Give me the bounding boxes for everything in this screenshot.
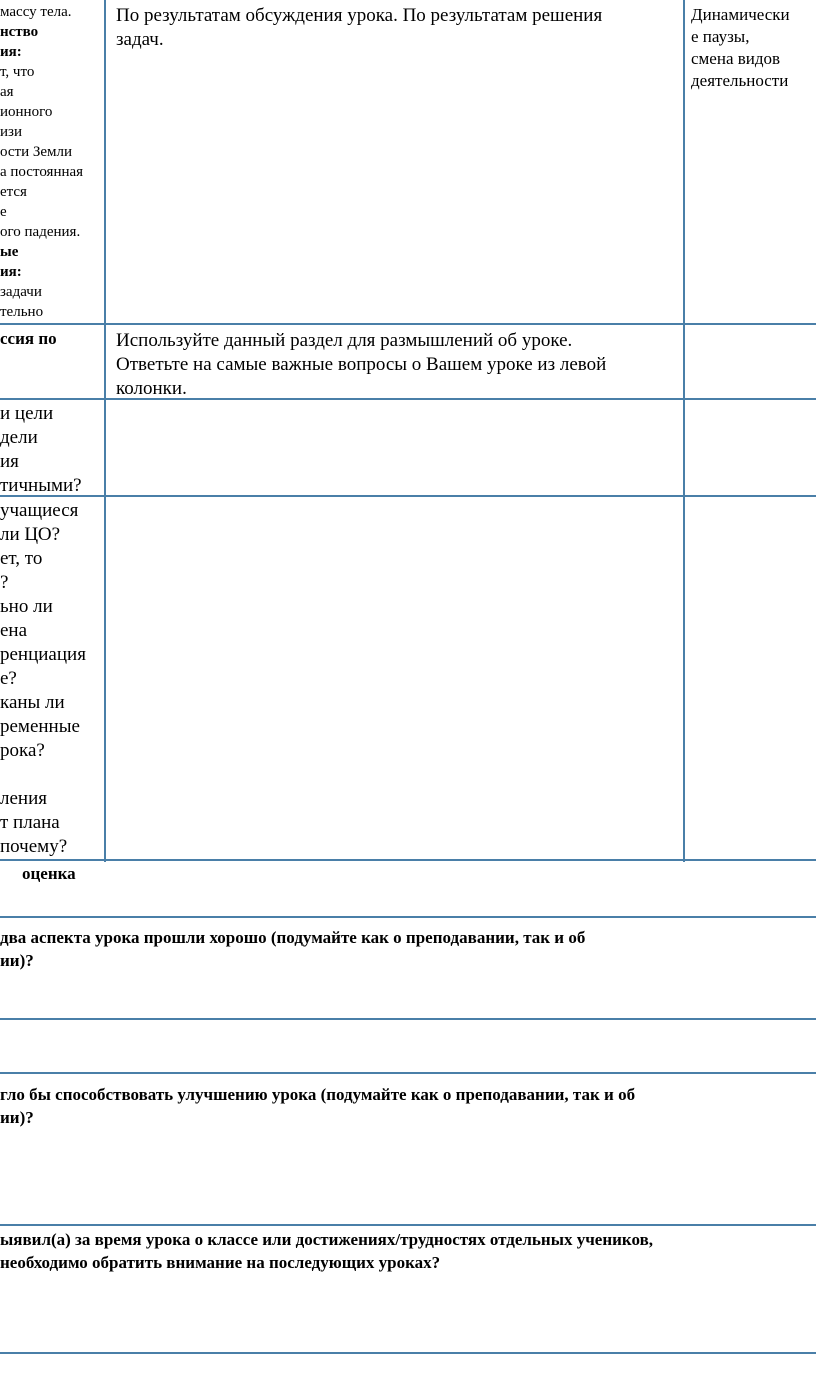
right-row1-line: смена видов [691, 49, 781, 68]
left-row1-line: ия: [0, 264, 22, 280]
left-row4-line: почему? [0, 836, 68, 857]
summary-q2-line: гло бы способствовать улучшению урока (подумайте как о преподавании, так и об [0, 1085, 636, 1104]
middle-cell-row1 [116, 4, 676, 52]
table-border-row1 [0, 323, 816, 325]
summary-divider-3 [0, 1224, 816, 1226]
left-row1-line: ется [0, 184, 27, 200]
left-row1-line: ости Земли [0, 144, 73, 160]
summary-divider-2 [0, 1072, 816, 1074]
middle-row2-line: колонки. [116, 378, 187, 399]
left-row2-line: ссия по [0, 329, 57, 348]
left-row1-line: ия: [0, 44, 22, 60]
left-row1-line: изи [0, 124, 22, 140]
left-row1-line: нство [0, 24, 39, 40]
left-row4-line: ена [0, 620, 28, 641]
left-row4-line: ременные [0, 716, 80, 737]
left-row4-line: е? [0, 668, 17, 689]
middle-row2-line: Ответьте на самые важные вопросы о Вашем уроке из левой [116, 354, 607, 375]
left-row1-line: е [0, 204, 7, 220]
left-row4-line: ренциация [0, 644, 86, 665]
summary-divider-4 [0, 1352, 816, 1354]
summary-heading: оценка [22, 864, 76, 883]
right-row1-line: е паузы, [691, 27, 750, 46]
left-row4-line: ли ЦО? [0, 524, 61, 545]
middle-row1-line: По результатам обсуждения урока. По результатам решения [116, 5, 603, 26]
left-row4-line: ьно ли [0, 596, 53, 617]
middle-row1-line: задач. [116, 29, 164, 50]
left-cell-row4 [0, 499, 102, 859]
left-row4-line: ления [0, 788, 47, 809]
middle-cell-row2 [116, 329, 676, 401]
left-row4-line: ет, то [0, 548, 43, 569]
summary-question-3 [0, 1228, 816, 1274]
left-row1-line: т, что [0, 64, 35, 80]
right-row1-line: Динамически [691, 5, 790, 24]
left-cell-row2 [0, 329, 102, 353]
right-cell-row1 [691, 4, 816, 92]
summary-q1-line: два аспекта урока прошли хорошо (подумайте как о преподавании, так и об [0, 928, 586, 947]
left-row1-line: тельно [0, 304, 44, 320]
table-border-col2 [683, 0, 685, 862]
left-row3-line: ия [0, 451, 19, 472]
summary-q3-line: необходимо обратить внимание на последующих уроках? [0, 1253, 441, 1272]
left-row3-line: и цели [0, 403, 54, 424]
left-row3-line: тичными? [0, 475, 82, 496]
middle-row2-line: Используйте данный раздел для размышлений об уроке. [116, 330, 573, 351]
left-row4-line: т плана [0, 812, 60, 833]
table-border-row3 [0, 495, 816, 497]
left-cell-row3 [0, 402, 102, 498]
left-row1-line: а постоянная [0, 164, 84, 180]
summary-divider-0 [0, 916, 816, 918]
left-row1-line: задачи [0, 284, 42, 300]
right-row1-line: деятельности [691, 71, 789, 90]
left-row4-line: ? [0, 572, 9, 593]
left-row1-line: ого падения. [0, 224, 81, 240]
summary-divider-1 [0, 1018, 816, 1020]
left-row4-line [0, 763, 102, 787]
left-row3-line: дели [0, 427, 38, 448]
left-row4-line: учащиеся [0, 500, 79, 521]
left-row1-line: массу тела. [0, 4, 72, 20]
summary-question-2 [0, 1083, 816, 1129]
left-row1-line: ая [0, 84, 14, 100]
table-border-row4 [0, 859, 816, 861]
summary-q2-line: ии)? [0, 1108, 34, 1127]
left-cell-row1 [0, 4, 102, 324]
summary-question-1 [0, 926, 816, 972]
left-row1-line: ионного [0, 104, 53, 120]
table-border-col1 [104, 0, 106, 862]
left-row4-line: рока? [0, 740, 45, 761]
left-row4-line: каны ли [0, 692, 65, 713]
left-row1-line: ые [0, 244, 19, 260]
summary-q3-line: ыявил(а) за время урока о классе или достижениях/трудностях отдельных учеников, [0, 1230, 654, 1249]
summary-q1-line: ии)? [0, 951, 34, 970]
